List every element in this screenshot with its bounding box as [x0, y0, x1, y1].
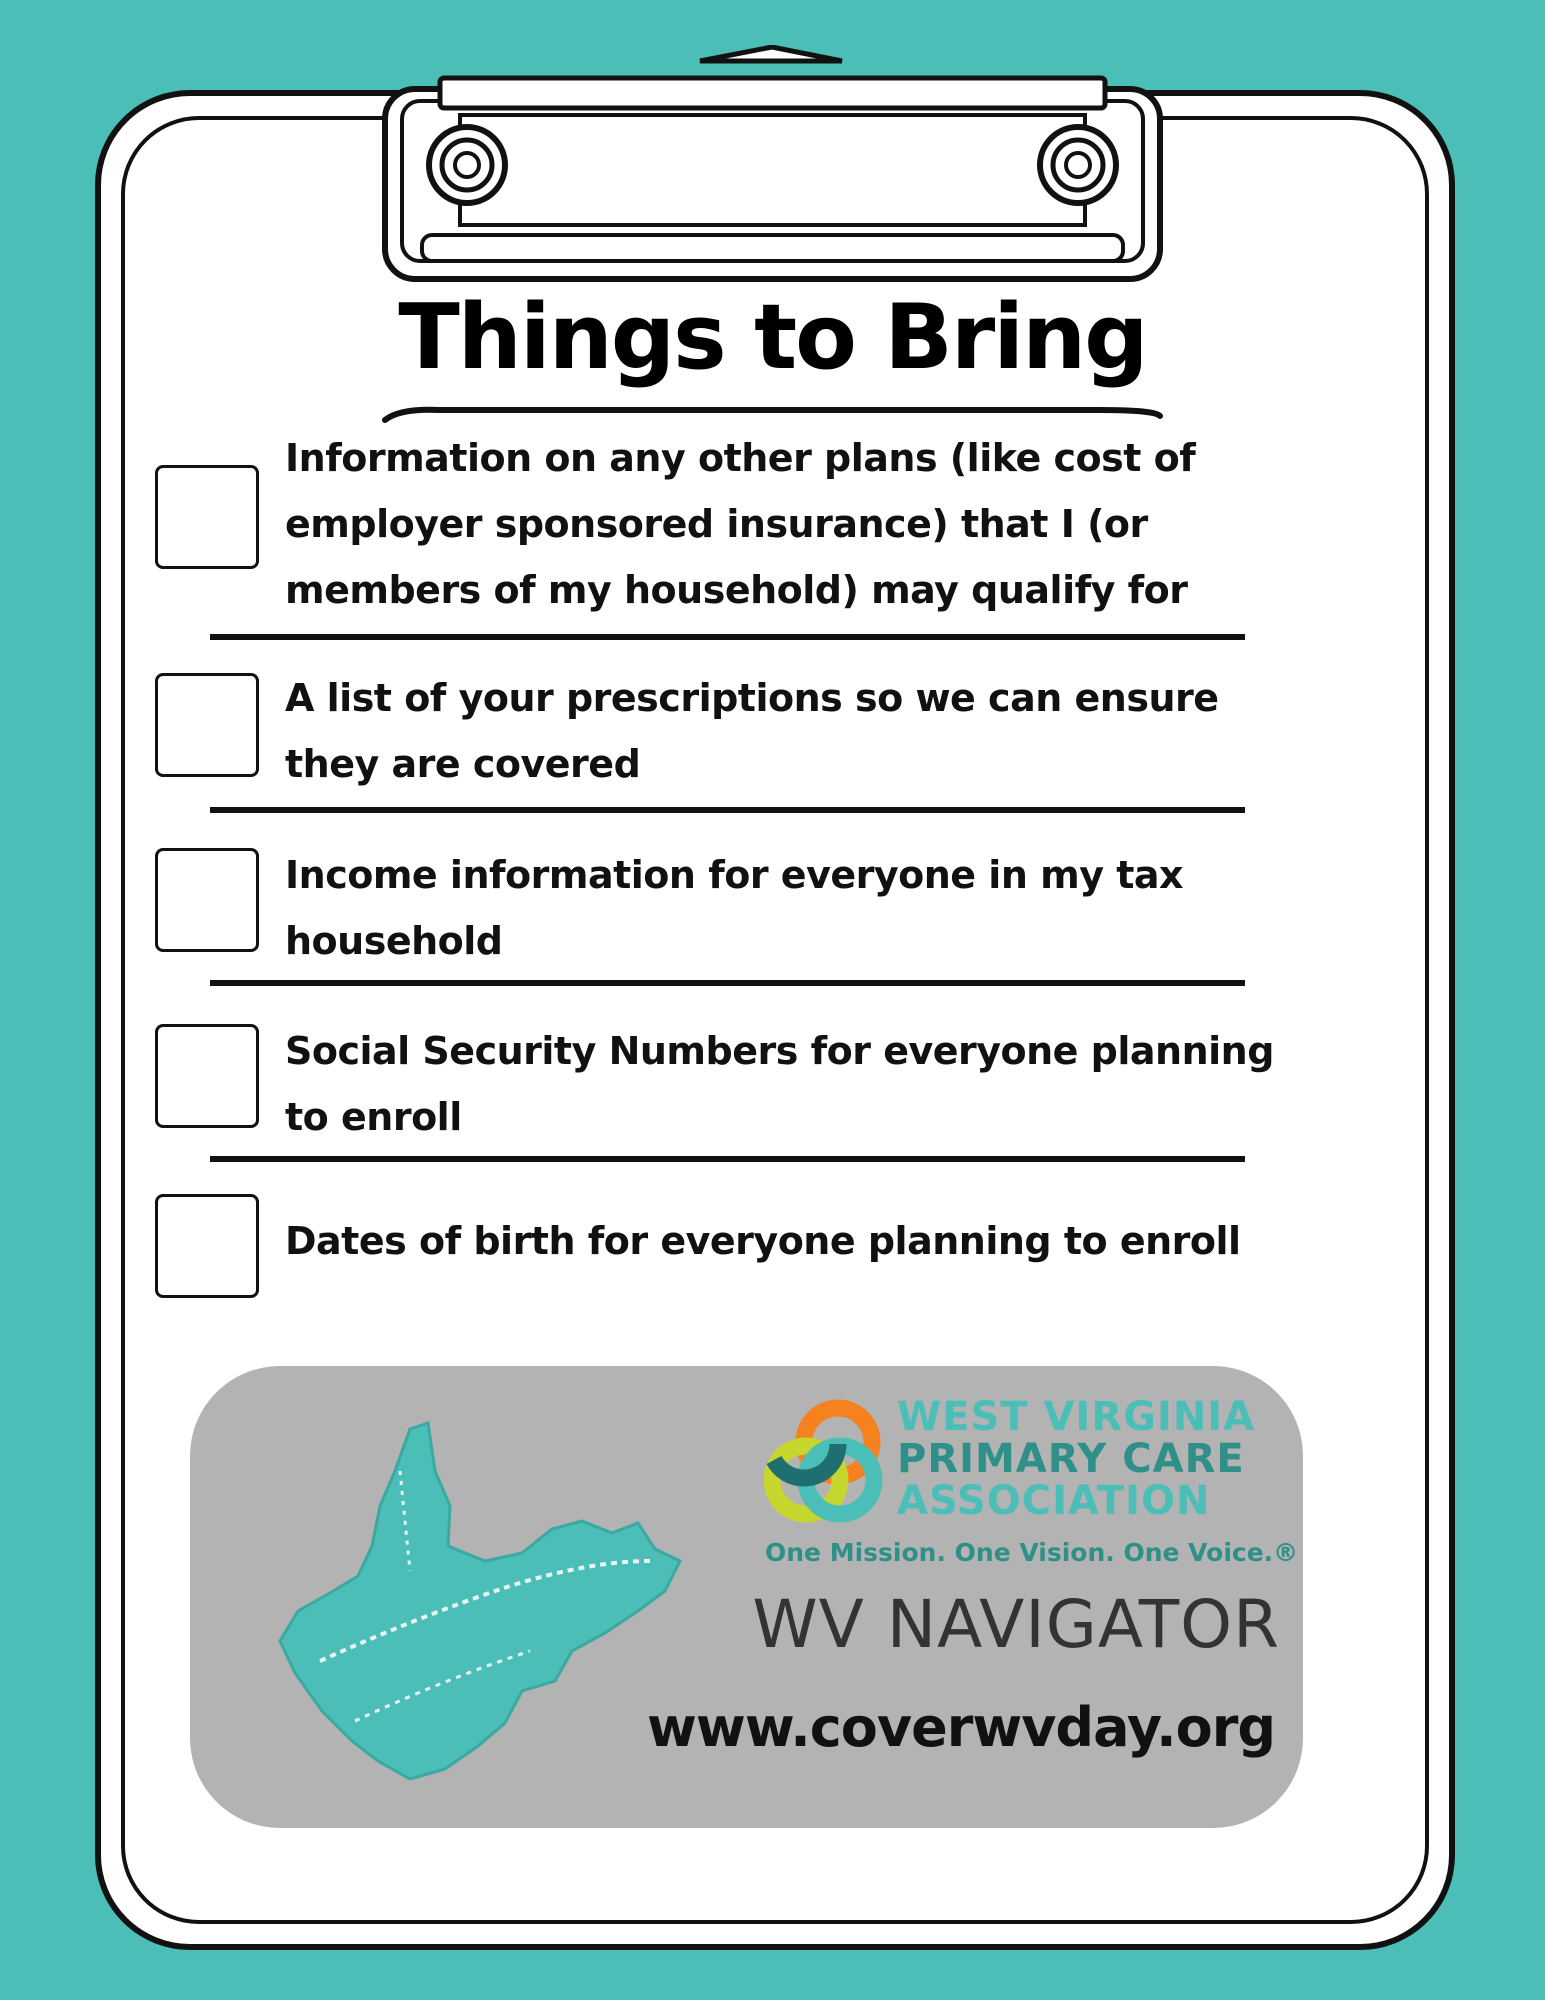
org-line-2: PRIMARY CARE — [897, 1436, 1245, 1482]
navigator-word: NAVIGATOR — [886, 1586, 1280, 1663]
checklist-item-text: Social Security Numbers for everyone planning to enroll — [285, 1029, 1274, 1139]
checkbox[interactable] — [155, 673, 259, 777]
checklist-item-text: A list of your prescriptions so we can ensure they are covered — [285, 676, 1219, 786]
org-line-3: ASSOCIATION — [897, 1478, 1211, 1524]
checklist-item-text: Income information for everyone in my tax household — [285, 853, 1184, 963]
org-line-1: WEST VIRGINIA — [897, 1394, 1256, 1440]
clipboard-clip-icon — [380, 45, 1165, 285]
divider — [210, 980, 1245, 986]
page-title: Things to Bring — [398, 285, 1147, 390]
website-url[interactable]: www.coverwvday.org — [647, 1696, 1275, 1759]
checklist-item — [150, 838, 1300, 968]
org-tagline: One Mission. One Vision. One Voice.® — [765, 1538, 1299, 1567]
navigator-prefix: WV — [752, 1586, 865, 1663]
checkbox[interactable] — [155, 465, 259, 569]
checklist-item — [150, 665, 1300, 795]
checkbox[interactable] — [155, 1194, 259, 1298]
checklist-item-text: Dates of birth for everyone planning to enroll — [285, 1219, 1241, 1263]
checklist-item — [150, 1012, 1300, 1142]
wvpca-wordmark — [897, 1396, 1255, 1522]
divider — [210, 634, 1245, 640]
checkbox[interactable] — [155, 848, 259, 952]
wvpca-knot-logo — [760, 1398, 885, 1523]
wv-navigator-logo — [700, 1586, 1280, 1663]
footer-panel — [190, 1366, 1303, 1828]
divider — [210, 807, 1245, 813]
checklist-item-text: Information on any other plans (like cost of employer sponsored insurance) that I (or members of my household) may qualify for — [285, 436, 1196, 612]
checklist-item — [150, 425, 1300, 625]
checkbox[interactable] — [155, 1024, 259, 1128]
checklist-item — [150, 1190, 1300, 1305]
divider — [210, 1156, 1245, 1162]
